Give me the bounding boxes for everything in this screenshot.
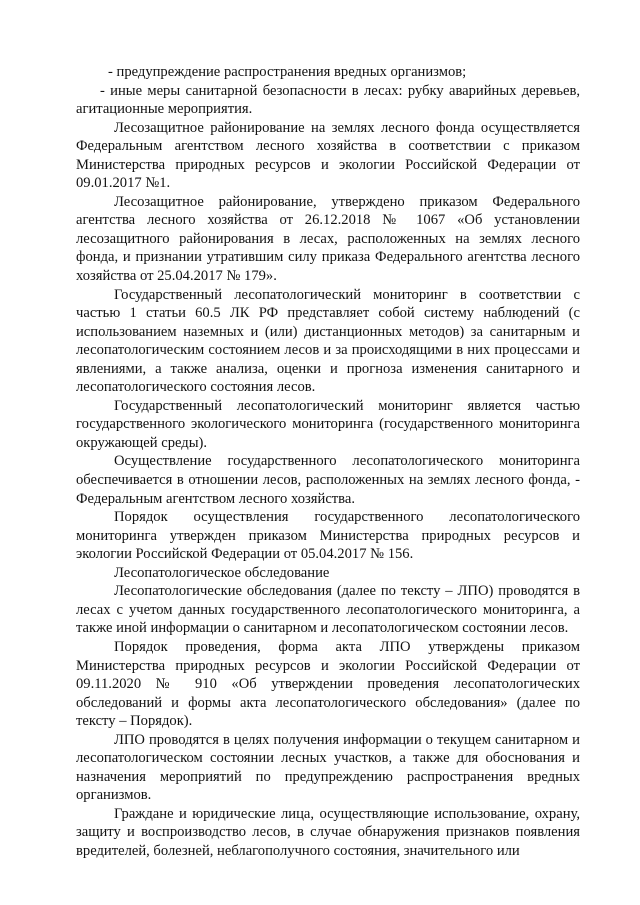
paragraph-survey-definition: Лесопатологические обследования (далее по тексту – ЛПО) проводятся в лесах с учетом данных государственного лесопатологического мониторинга, а также иной информации о санитарном и лесопатологическом состоянии лесов. [76,583,580,637]
section-heading-survey: Лесопатологическое обследование [114,564,330,581]
paragraph-monitoring-definition: Государственный лесопатологический мониторинг в соответствии с частью 1 статьи 60.5 ЛК РФ представляет собой систему наблюдений (с использованием наземных и (или) дистанционных методов) за санитарным и лесопатологическим состоянием лесов и за происходящими в них процессами и явлениями, а также анализа, оценки и прогноза изменения санитарного и лесопатологического состояния лесов. [76,286,580,396]
paragraph-forest-zoning: Лесозащитное районирование на землях лесного фонда осуществляется Федеральным агентством лесного хозяйства в соответствии с приказом Министерства природных ресурсов и экологии Российской Федерации от 09.01.2017 №1. [76,119,580,192]
paragraph-monitoring-procedure: Порядок осуществления государственного лесопатологического мониторинга утвержден приказом Министерства природных ресурсов и экологии Российской Федерации от 05.04.2017 № 156. [76,509,580,563]
paragraph-zoning-order: Лесозащитное районирование, утверждено приказом Федерального агентства лесного хозяйства от 26.12.2018 № 1067 «Об установлении лесозащитного районирования в лесах, расположенных на землях лесного фонда, и признании утратившим силу приказа Федерального агентства лесного хозяйства от 25.04.2017 № 179». [76,193,580,285]
document-body [76,63,580,861]
bullet-pest-prevention: - предупреждение распространения вредных организмов; [108,64,467,80]
paragraph-survey-purpose: ЛПО проводятся в целях получения информации о текущем санитарном и лесопатологическом состоянии лесных участков, а также для обоснования и назначения мероприятий по предупреждению распространения вредных организмов. [76,731,580,804]
paragraph-survey-procedure: Порядок проведения, форма акта ЛПО утверждены приказом Министерства природных ресурсов и экологии Российской Федерации от 09.11.2020 № 910 «Об утверждении проведения лесопатологических обследований и формы акта лесопатологического обследования» (далее по тексту – Порядок). [76,638,580,730]
paragraph-citizens-duty: Граждане и юридические лица, осуществляющие использование, охрану, защиту и воспроизводство лесов, в случае обнаружения признаков появления вредителей, болезней, неблагополучного состояния, значительного или [76,805,580,859]
paragraph-monitoring-part: Государственный лесопатологический мониторинг является частью государственного экологического мониторинга (государственного мониторинга окружающей среды). [76,397,580,451]
paragraph-monitoring-implementation: Осуществление государственного лесопатологического мониторинга обеспечивается в отношении лесов, расположенных на землях лесного фонда, - Федеральным агентством лесного хозяйства. [76,453,580,507]
bullet-sanitary-measures: - иные меры санитарной безопасности в лесах: рубку аварийных деревьев, агитационные мероприятия. [76,82,580,118]
